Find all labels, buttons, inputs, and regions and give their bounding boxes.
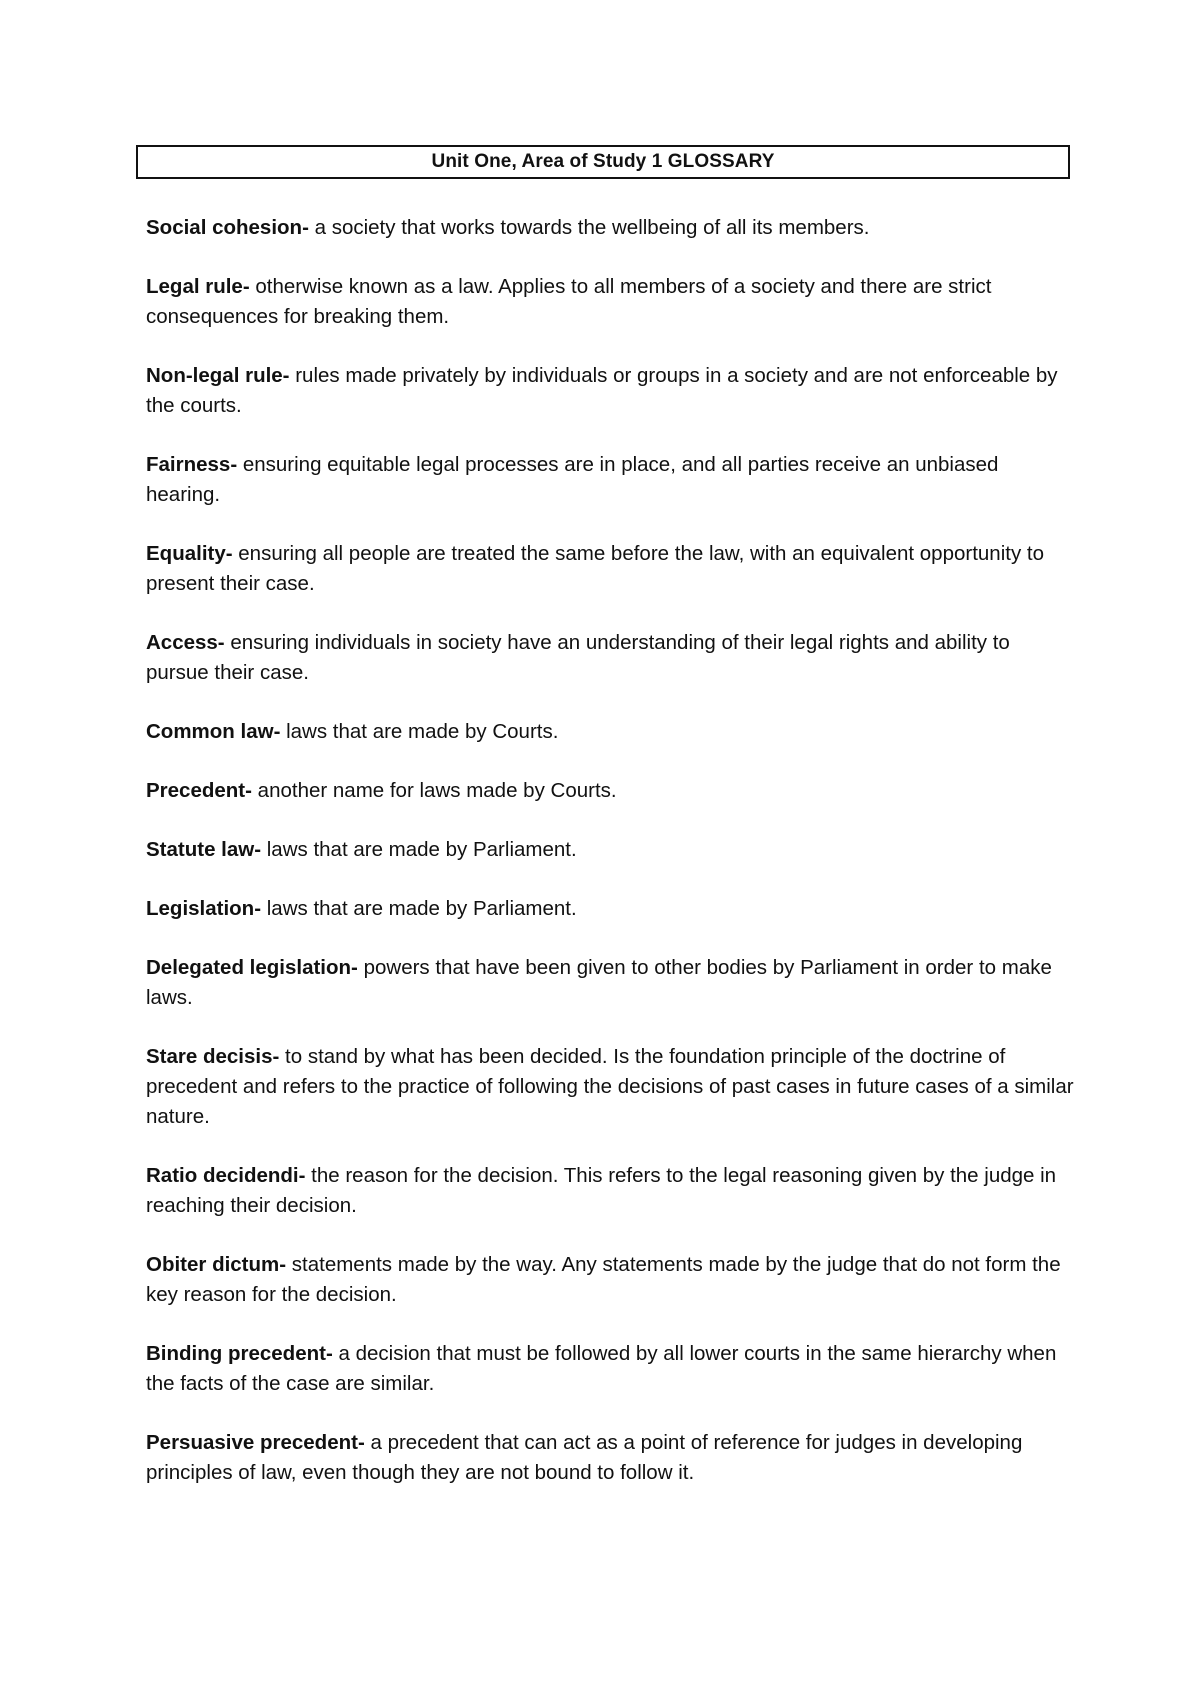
glossary-entry (146, 835, 1076, 865)
glossary-term: Legal rule- (146, 275, 250, 298)
glossary-entry (146, 1042, 1076, 1132)
glossary-term: Precedent- (146, 779, 252, 802)
glossary-definition: laws that are made by Parliament. (261, 838, 577, 861)
glossary-term: Statute law- (146, 838, 262, 861)
glossary-term: Binding precedent- (146, 1342, 333, 1365)
glossary-definition: ensuring all people are treated the same before the law, with an equivalent opportunity to present their case. (146, 542, 1044, 595)
glossary-definition: a precedent that can act as a point of reference for judges in developing principles of law, even though they are not bound to follow it. (146, 1431, 1023, 1484)
glossary-entry (146, 1161, 1076, 1221)
glossary-definition: a society that works towards the wellbeing of all its members. (308, 216, 870, 239)
glossary-term: Delegated legislation- (146, 956, 358, 979)
glossary-term: Stare decisis- (146, 1045, 280, 1068)
glossary-term: Social cohesion- (146, 216, 309, 239)
glossary-term: Obiter dictum- (146, 1253, 287, 1276)
glossary-definition: statements made by the way. Any statements made by the judge that do not form the key reason for the decision. (146, 1253, 1061, 1306)
glossary-term: Fairness- (146, 453, 238, 476)
glossary-definition: ensuring individuals in society have an understanding of their legal rights and ability to pursue their case. (146, 631, 1010, 684)
glossary-entry (146, 953, 1076, 1013)
glossary-entry (146, 450, 1076, 510)
glossary-term: Non-legal rule- (146, 364, 290, 387)
glossary-entry (146, 272, 1076, 332)
glossary-definition: another name for laws made by Courts. (251, 779, 617, 802)
glossary-entry (146, 539, 1076, 599)
glossary-term: Equality- (146, 542, 233, 565)
glossary-entry (146, 1428, 1076, 1488)
glossary-entry (146, 628, 1076, 688)
glossary-definition: laws that are made by Courts. (280, 720, 559, 743)
glossary-definition: a decision that must be followed by all lower courts in the same hierarchy when the facts of the case are similar. (146, 1342, 1057, 1395)
glossary-definition: rules made privately by individuals or groups in a society and are not enforceable by the courts. (146, 364, 1058, 417)
glossary-entry (146, 361, 1076, 421)
glossary-definition: laws that are made by Parliament. (261, 897, 577, 920)
glossary-term: Access- (146, 631, 225, 654)
glossary-entry (146, 1250, 1076, 1310)
glossary-entry (146, 213, 1076, 243)
page-title: Unit One, Area of Study 1 GLOSSARY (431, 151, 775, 172)
glossary-entry (146, 1339, 1076, 1399)
glossary-term: Ratio decidendi- (146, 1164, 306, 1187)
glossary-term: Persuasive precedent- (146, 1431, 365, 1454)
glossary-definition: powers that have been given to other bodies by Parliament in order to make laws. (146, 956, 1052, 1009)
glossary-definition: ensuring equitable legal processes are in place, and all parties receive an unbiased hearing. (146, 453, 999, 506)
glossary-term: Common law- (146, 720, 281, 743)
glossary-definition: to stand by what has been decided. Is the foundation principle of the doctrine of precedent and refers to the practice of following the decisions of past cases in future cases of a similar nature. (146, 1045, 1074, 1128)
glossary-entry (146, 776, 1076, 806)
glossary-definition: the reason for the decision. This refers to the legal reasoning given by the judge in reaching their decision. (146, 1164, 1057, 1217)
glossary-list (146, 213, 1076, 1517)
glossary-term: Legislation- (146, 897, 262, 920)
glossary-entry (146, 717, 1076, 747)
glossary-definition: otherwise known as a law. Applies to all members of a society and there are strict consequences for breaking them. (146, 275, 992, 328)
title-box (136, 145, 1070, 179)
glossary-entry (146, 894, 1076, 924)
